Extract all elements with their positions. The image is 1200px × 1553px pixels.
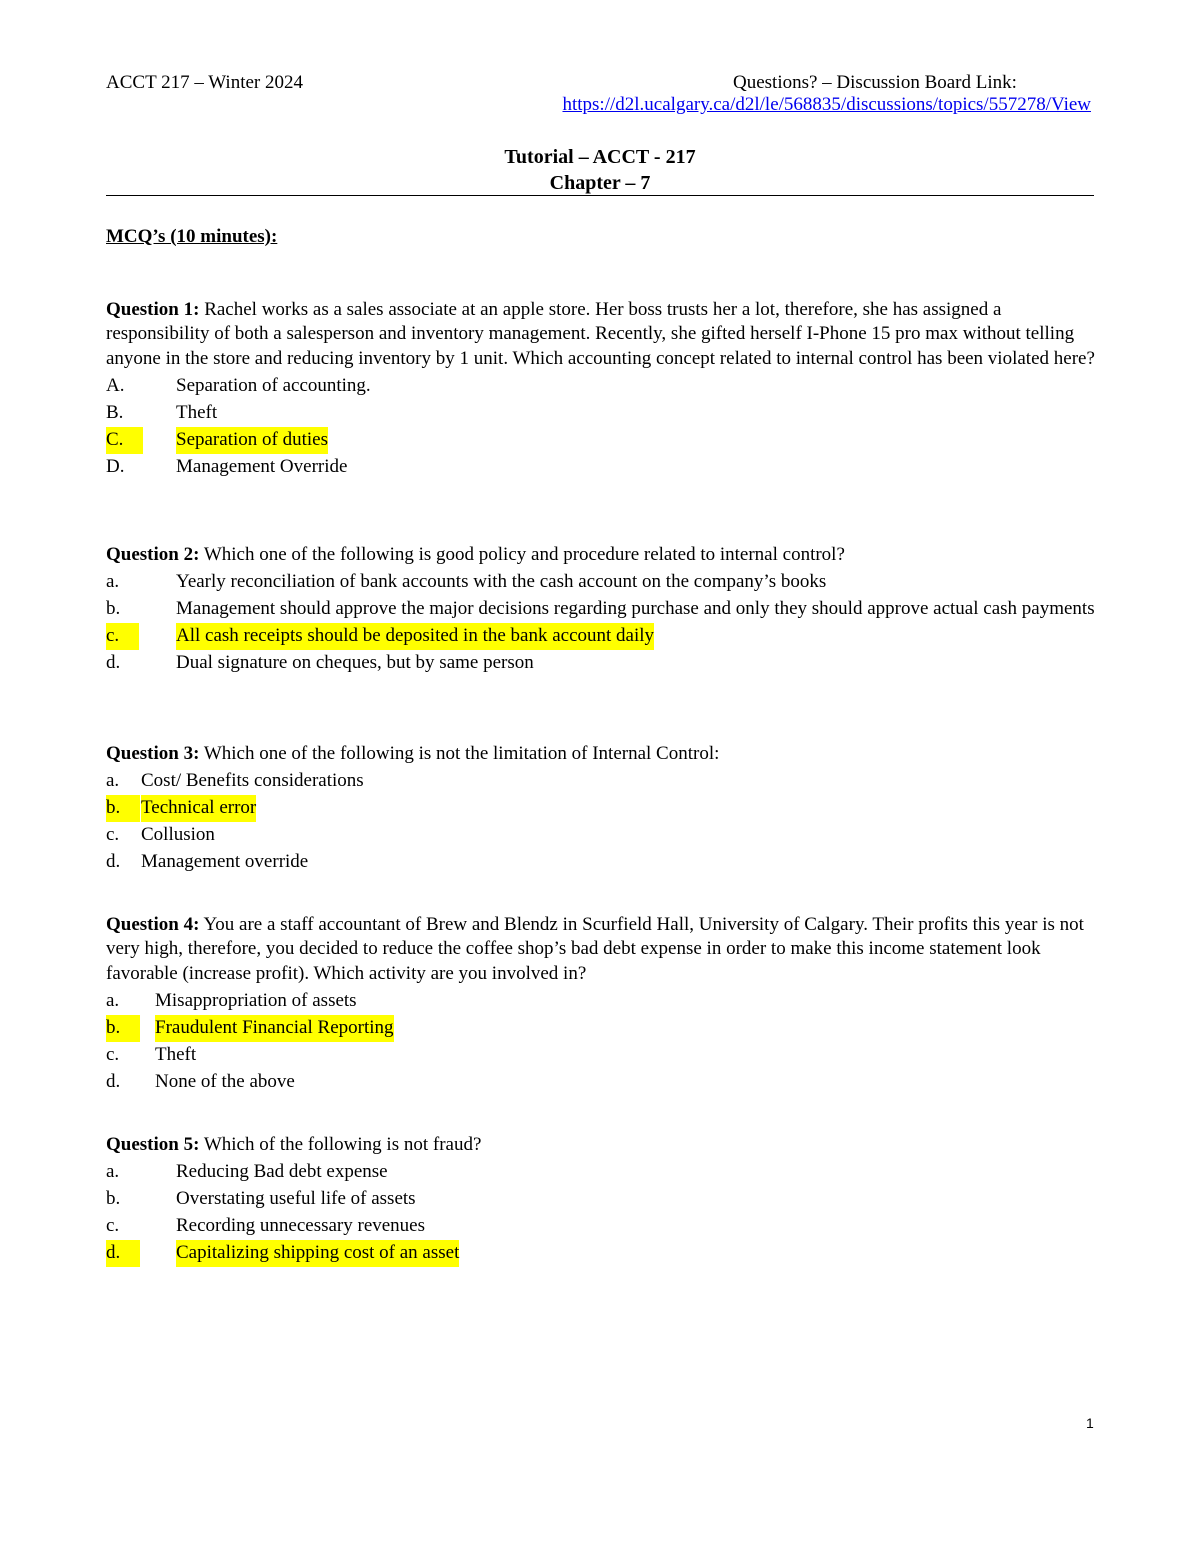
- question-label: Question 3:: [106, 743, 200, 764]
- option-marker: b.: [106, 598, 121, 620]
- question-1-stem: [106, 298, 1096, 371]
- chapter-title: Chapter – 7: [549, 172, 651, 194]
- options-list: [106, 1159, 1096, 1266]
- option-text: Yearly reconciliation of bank accounts with the cash account on the company’s books: [176, 571, 827, 593]
- option-text: Management Override: [176, 455, 348, 477]
- option-c-highlighted-answer: [106, 623, 1096, 650]
- option-marker: d.: [106, 850, 121, 872]
- question-text: You are a staff accountant of Brew and Blendz in Scurfield Hall, University of Calgary. Their profits this year is not very high, therefore, you decided to reduce the coffee shop’s bad debt expense in order to make this income statement look favorable (increase profit). Which activity are you involved in?: [106, 914, 1084, 984]
- option-text: Theft: [176, 402, 218, 424]
- option-text: Overstating useful life of assets: [176, 1188, 416, 1210]
- options-list: [106, 569, 1096, 676]
- option-c: [106, 822, 1096, 849]
- question-label: Question 5:: [106, 1134, 200, 1155]
- option-b-highlighted-answer: [106, 795, 1096, 822]
- option-text: Separation of accounting.: [176, 375, 371, 397]
- option-marker: a.: [106, 571, 120, 593]
- options-list: [106, 768, 1096, 875]
- option-b: [106, 1186, 1096, 1213]
- option-marker: d.: [106, 651, 121, 673]
- question-3: [106, 742, 1096, 876]
- option-c: [106, 1042, 1096, 1069]
- option-text: Misappropriation of assets: [155, 990, 357, 1012]
- option-b: [106, 596, 1096, 623]
- option-marker: D.: [106, 455, 125, 477]
- option-marker: d.: [106, 1240, 140, 1267]
- option-d: [106, 650, 1096, 677]
- document-title: Tutorial – ACCT - 217: [504, 146, 696, 168]
- question-2-stem: [106, 543, 1096, 567]
- option-text: Theft: [155, 1043, 197, 1065]
- question-5: [106, 1133, 1096, 1267]
- option-marker: d.: [106, 1070, 121, 1092]
- question-4: [106, 913, 1096, 1095]
- option-d-highlighted-answer: [106, 1240, 1096, 1267]
- question-text: Rachel works as a sales associate at an apple store. Her boss trusts her a lot, therefore, she has assigned a responsibility of both a salesperson and inventory management. Recently, she gifted herself I-Phone 15 pro max without telling anyone in the store and reducing inventory by 1 unit. Which accounting concept related to internal control has been violated here?: [106, 299, 1095, 369]
- option-marker: c.: [106, 1215, 120, 1236]
- option-marker: c.: [106, 623, 139, 650]
- option-d: [106, 454, 1096, 481]
- option-d: [106, 849, 1096, 876]
- question-4-stem: [106, 913, 1096, 986]
- option-marker: b.: [106, 795, 140, 822]
- course-header: ACCT 217 – Winter 2024: [106, 72, 303, 93]
- question-label: Question 4:: [106, 914, 200, 935]
- option-text: Cost/ Benefits considerations: [141, 770, 364, 792]
- page-number: 1: [1086, 1415, 1094, 1431]
- option-a: [106, 768, 1096, 795]
- option-marker: b.: [106, 1015, 140, 1042]
- option-marker: b.: [106, 1188, 121, 1210]
- question-text: Which one of the following is not the limitation of Internal Control:: [199, 743, 720, 764]
- option-marker: c.: [106, 824, 120, 845]
- option-marker: a.: [106, 770, 120, 792]
- question-text: Which of the following is not fraud?: [199, 1134, 482, 1155]
- option-text: Reducing Bad debt expense: [176, 1161, 388, 1183]
- option-marker: c.: [106, 1043, 120, 1065]
- question-label: Question 2:: [106, 544, 200, 565]
- option-text: Management should approve the major decisions regarding purchase and only they should approve actual cash payments: [176, 598, 1095, 620]
- options-list: [106, 988, 1096, 1095]
- discussion-board-link[interactable]: https://d2l.ucalgary.ca/d2l/le/568835/discussions/topics/557278/View: [562, 94, 1091, 115]
- option-text: Technical error: [141, 795, 256, 822]
- option-c: [106, 1213, 1096, 1240]
- option-text: Fraudulent Financial Reporting: [155, 1015, 394, 1042]
- option-b: [106, 400, 1096, 427]
- question-3-stem: [106, 742, 1096, 766]
- section-heading: MCQ’s (10 minutes):: [106, 226, 278, 247]
- option-a: [106, 569, 1096, 596]
- option-d: [106, 1069, 1096, 1096]
- option-text: Capitalizing shipping cost of an asset: [176, 1240, 459, 1267]
- option-marker: B.: [106, 402, 124, 424]
- option-a: [106, 373, 1096, 400]
- option-text: None of the above: [155, 1070, 295, 1092]
- option-a: [106, 988, 1096, 1015]
- option-marker: a.: [106, 1161, 120, 1183]
- option-text: Management override: [141, 850, 309, 872]
- question-text: Which one of the following is good policy and procedure related to internal control?: [199, 544, 845, 565]
- question-label: Question 1:: [106, 299, 200, 320]
- option-marker: a.: [106, 990, 120, 1012]
- option-marker: A.: [106, 375, 125, 397]
- option-c-highlighted-answer: [106, 427, 1096, 454]
- option-text: All cash receipts should be deposited in the bank account daily: [176, 623, 654, 650]
- title-divider: [106, 195, 1094, 196]
- option-text: Dual signature on cheques, but by same person: [176, 651, 534, 673]
- option-marker: C.: [106, 427, 143, 454]
- question-5-stem: [106, 1133, 1096, 1157]
- question-1: [106, 298, 1096, 480]
- options-list: [106, 373, 1096, 480]
- questions-label: Questions? – Discussion Board Link:: [733, 72, 1017, 93]
- option-a: [106, 1159, 1096, 1186]
- question-2: [106, 543, 1096, 677]
- option-text: Recording unnecessary revenues: [176, 1215, 426, 1236]
- option-text: Collusion: [141, 824, 215, 845]
- option-b-highlighted-answer: [106, 1015, 1096, 1042]
- option-text: Separation of duties: [176, 427, 328, 454]
